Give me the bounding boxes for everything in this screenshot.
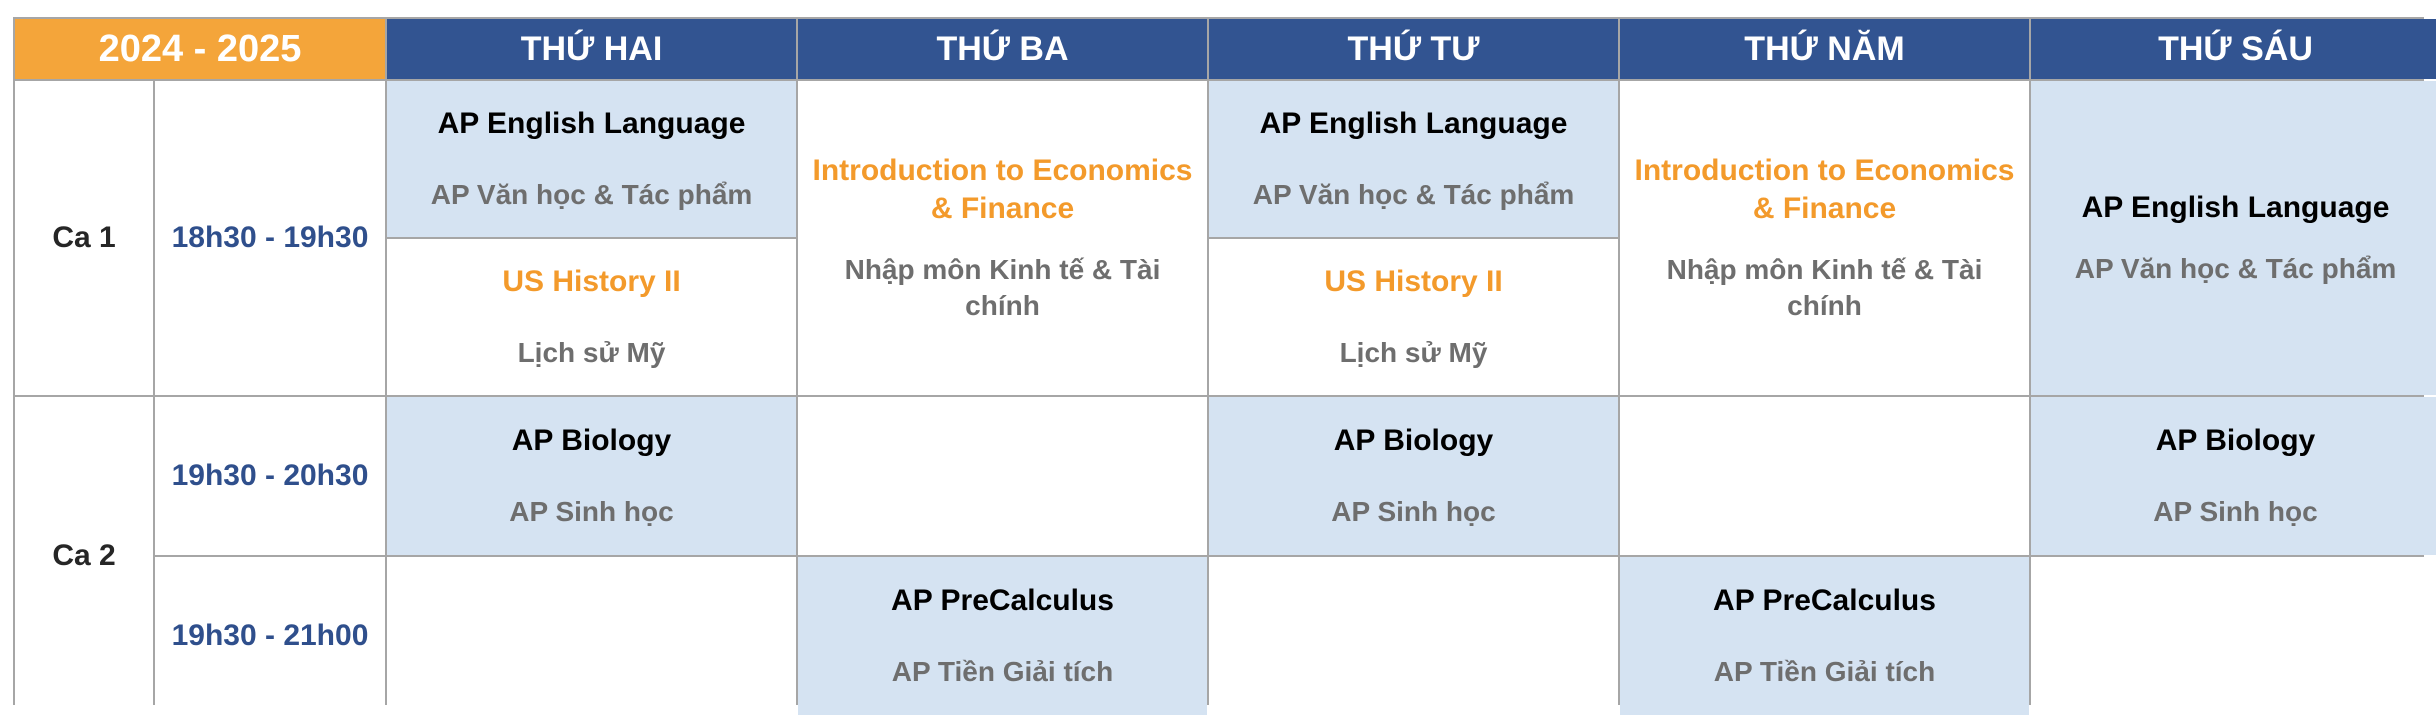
session-label-1: Ca 1: [15, 81, 153, 395]
course-title: US History II: [502, 265, 681, 298]
course-cell-precalc: [1620, 557, 2029, 715]
course-cell-history: [1209, 239, 1618, 395]
day-header-wednesday: THỨ TƯ: [1209, 19, 1618, 79]
course-title: AP Biology: [511, 424, 672, 457]
course-subtitle: Nhập môn Kinh tế & Tài chính: [844, 254, 1161, 321]
course-cell-econ: [1620, 81, 2029, 395]
course-title: Introduction to Economics & Finance: [812, 154, 1193, 225]
course-subtitle: Lịch sử Mỹ: [517, 337, 666, 368]
course-cell-biology: [1209, 397, 1618, 555]
course-cell-biology: [2031, 397, 2436, 555]
time-slot-2: 19h30 - 20h30: [155, 397, 385, 555]
course-title: AP English Language: [1259, 107, 1568, 140]
course-subtitle: AP Sinh học: [2153, 496, 2318, 527]
course-subtitle: AP Sinh học: [509, 496, 674, 527]
course-title: AP PreCalculus: [891, 584, 1114, 617]
course-cell-econ: [798, 81, 1207, 395]
course-subtitle: AP Văn học & Tác phẩm: [1252, 179, 1575, 210]
course-subtitle: Lịch sử Mỹ: [1339, 337, 1488, 368]
course-cell-english: [2031, 81, 2436, 395]
day-header-thursday: THỨ NĂM: [1620, 19, 2029, 79]
day-header-monday: THỨ HAI: [387, 19, 796, 79]
course-title: Introduction to Economics & Finance: [1634, 154, 2015, 225]
course-title: US History II: [1324, 265, 1503, 298]
empty-cell: [1209, 557, 1618, 715]
course-title: AP English Language: [2081, 191, 2390, 224]
course-subtitle: AP Sinh học: [1331, 496, 1496, 527]
empty-cell: [387, 557, 796, 715]
course-subtitle: AP Tiền Giải tích: [891, 656, 1114, 687]
year-header: 2024 - 2025: [15, 19, 385, 79]
course-cell-precalc: [798, 557, 1207, 715]
course-cell-english: [387, 81, 796, 237]
empty-cell: [1620, 397, 2029, 555]
time-slot-3: 19h30 - 21h00: [155, 557, 385, 715]
course-subtitle: AP Văn học & Tác phẩm: [2074, 253, 2397, 284]
empty-cell: [798, 397, 1207, 555]
course-cell-biology: [387, 397, 796, 555]
course-title: AP English Language: [437, 107, 746, 140]
day-header-friday: THỨ SÁU: [2031, 19, 2436, 79]
course-title: AP Biology: [1333, 424, 1494, 457]
empty-cell: [2031, 557, 2436, 715]
session-label-2: Ca 2: [15, 397, 153, 715]
course-cell-english: [1209, 81, 1618, 237]
course-title: AP Biology: [2155, 424, 2316, 457]
schedule-table: [13, 17, 2424, 705]
course-subtitle: AP Văn học & Tác phẩm: [430, 179, 753, 210]
course-title: AP PreCalculus: [1713, 584, 1936, 617]
course-subtitle: AP Tiền Giải tích: [1713, 656, 1936, 687]
course-cell-history: [387, 239, 796, 395]
time-slot-1: 18h30 - 19h30: [155, 81, 385, 395]
course-subtitle: Nhập môn Kinh tế & Tài chính: [1666, 254, 1983, 321]
day-header-tuesday: THỨ BA: [798, 19, 1207, 79]
